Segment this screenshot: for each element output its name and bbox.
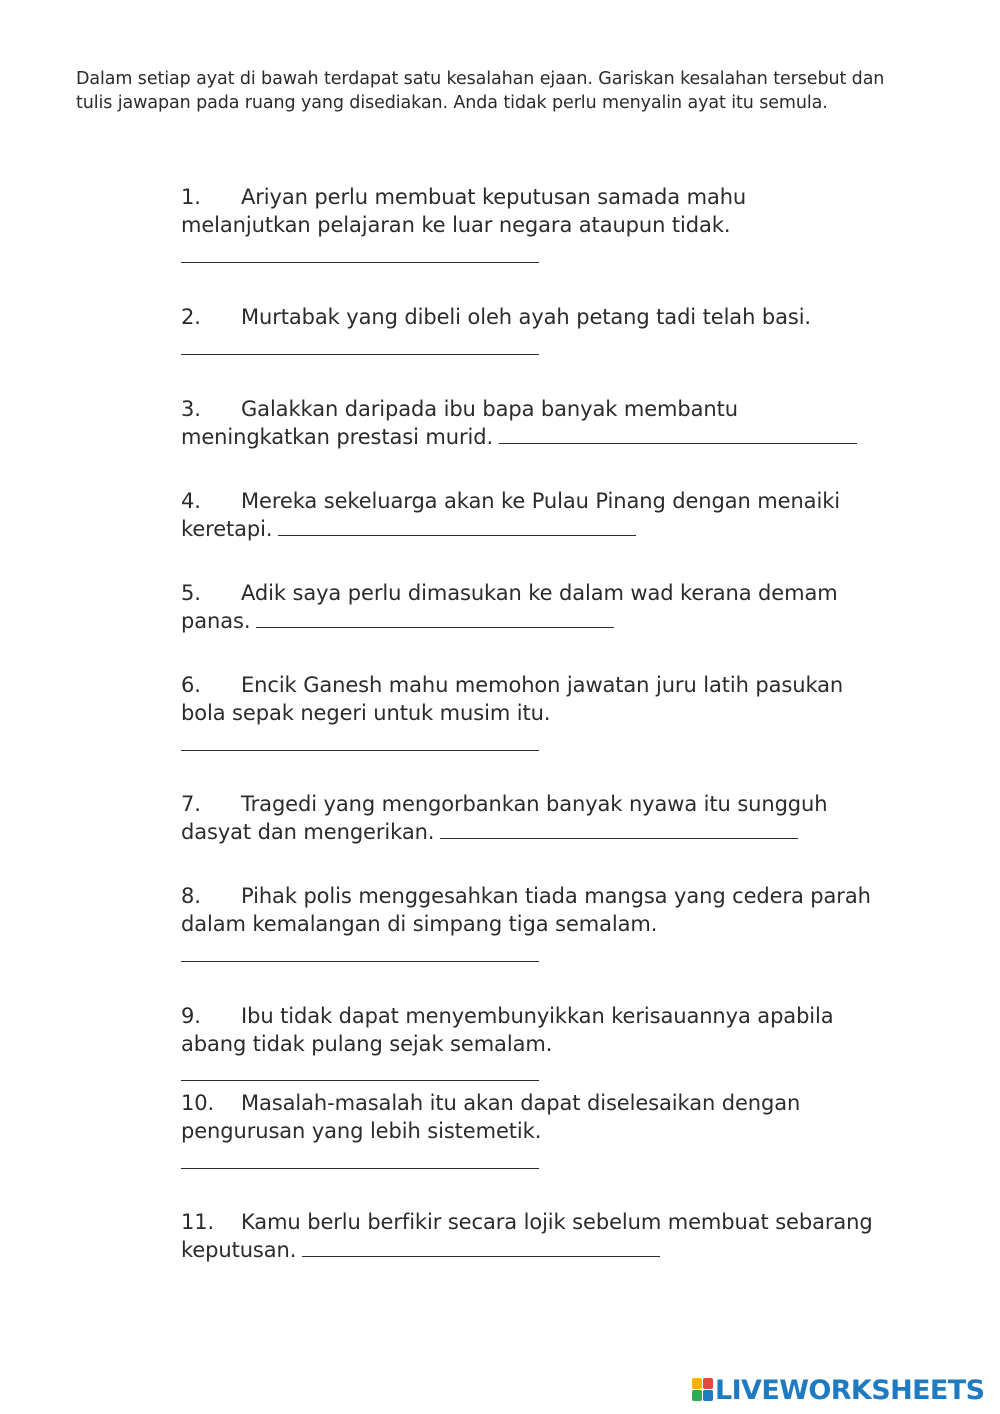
- question-text: melanjutkan pelajaran ke luar negara ataupun tidak.: [181, 213, 731, 237]
- question-number: 4.: [181, 489, 201, 513]
- question-text: Galakkan daripada ibu bapa banyak membantu: [241, 397, 738, 421]
- question-text: Mereka sekeluarga akan ke Pulau Pinang dengan menaiki: [241, 489, 840, 513]
- question-number: 3.: [181, 397, 201, 421]
- question-number: 1.: [181, 185, 201, 209]
- question-text: keretapi.: [181, 517, 273, 541]
- question-2: [181, 303, 901, 331]
- question-text: Ibu tidak dapat menyembunyikkan kerisauannya apabila: [241, 1004, 834, 1028]
- answer-field-2[interactable]: [181, 354, 539, 355]
- question-text: meningkatkan prestasi murid.: [181, 425, 494, 449]
- question-number: 10.: [181, 1091, 215, 1115]
- question-10: [181, 1089, 901, 1145]
- answer-field-1[interactable]: [181, 262, 539, 263]
- liveworksheets-logo-icon: [692, 1378, 714, 1402]
- question-text: panas.: [181, 609, 251, 633]
- question-text: Murtabak yang dibeli oleh ayah petang tadi telah basi.: [241, 305, 812, 329]
- question-text: bola sepak negeri untuk musim itu.: [181, 701, 551, 725]
- question-text: Adik saya perlu dimasukan ke dalam wad kerana demam: [241, 581, 838, 605]
- question-3: [181, 395, 901, 451]
- question-text: Ariyan perlu membuat keputusan samada mahu: [241, 185, 747, 209]
- question-9: [181, 1002, 901, 1058]
- answer-field-11[interactable]: [302, 1256, 660, 1257]
- answer-field-3[interactable]: [499, 443, 857, 444]
- question-number: 8.: [181, 884, 201, 908]
- question-text: abang tidak pulang sejak semalam.: [181, 1032, 553, 1056]
- question-4: [181, 487, 901, 543]
- answer-field-4[interactable]: [278, 535, 636, 536]
- instructions: Dalam setiap ayat di bawah terdapat satu kesalahan ejaan. Gariskan kesalahan tersebut dan tulis jawapan pada ruang yang disediakan. Anda tidak perlu menyalin ayat itu semula.: [76, 69, 885, 113]
- liveworksheets-logo: [692, 1374, 984, 1406]
- question-7: [181, 790, 901, 846]
- question-5: [181, 579, 901, 635]
- question-number: 7.: [181, 792, 201, 816]
- answer-field-10[interactable]: [181, 1168, 539, 1169]
- question-number: 2.: [181, 305, 201, 329]
- question-text: Encik Ganesh mahu memohon jawatan juru latih pasukan: [241, 673, 844, 697]
- question-number: 5.: [181, 581, 201, 605]
- question-text: pengurusan yang lebih sistemetik.: [181, 1119, 542, 1143]
- question-text: Pihak polis menggesahkan tiada mangsa yang cedera parah: [241, 884, 871, 908]
- answer-field-5[interactable]: [256, 627, 614, 628]
- question-text: dasyat dan mengerikan.: [181, 820, 435, 844]
- question-text: keputusan.: [181, 1238, 297, 1262]
- brand-name: LIVEWORKSHEETS: [715, 1374, 985, 1406]
- question-text: Masalah-masalah itu akan dapat diselesaikan dengan: [241, 1091, 801, 1115]
- question-number: 11.: [181, 1210, 215, 1234]
- question-text: dalam kemalangan di simpang tiga semalam.: [181, 912, 658, 936]
- question-1: [181, 183, 901, 239]
- question-11: [181, 1208, 901, 1264]
- question-number: 6.: [181, 673, 201, 697]
- question-number: 9.: [181, 1004, 201, 1028]
- question-6: [181, 671, 901, 727]
- answer-field-8[interactable]: [181, 961, 539, 962]
- question-text: Kamu berlu berfikir secara lojik sebelum membuat sebarang: [241, 1210, 873, 1234]
- question-text: Tragedi yang mengorbankan banyak nyawa itu sungguh: [241, 792, 828, 816]
- answer-field-6[interactable]: [181, 750, 539, 751]
- answer-field-7[interactable]: [440, 838, 798, 839]
- answer-field-9[interactable]: [181, 1080, 539, 1081]
- question-8: [181, 882, 901, 938]
